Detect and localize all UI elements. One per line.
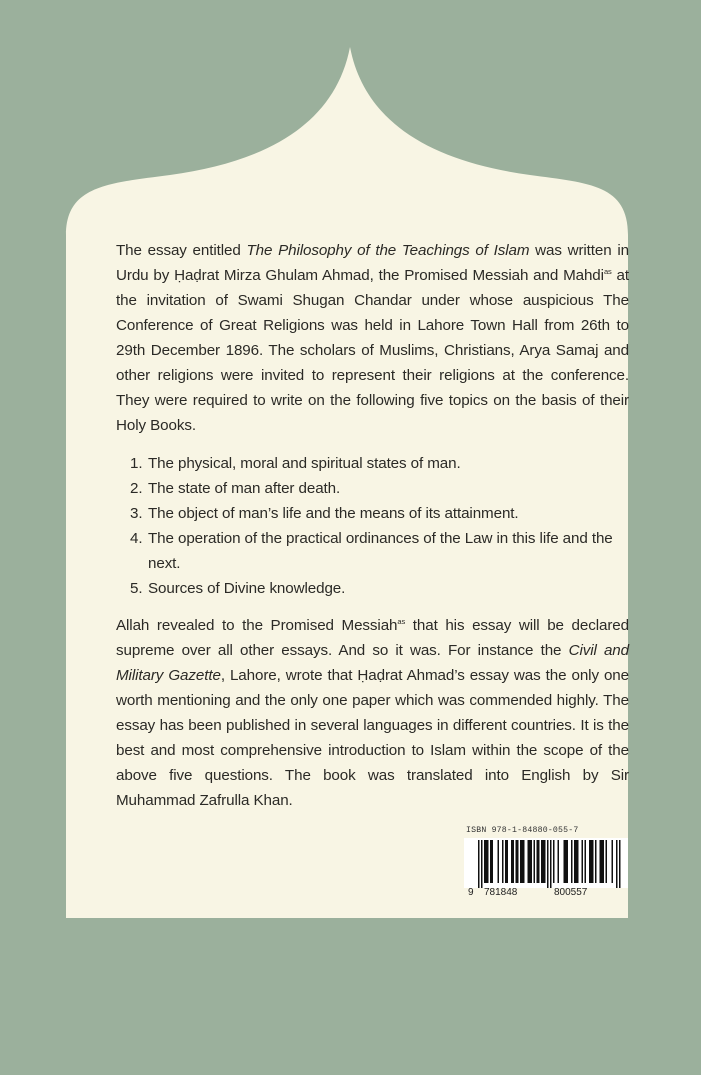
barcode-bar — [528, 840, 530, 883]
barcode-bar — [538, 840, 540, 883]
barcode-bar — [520, 840, 522, 883]
barcode-bar — [507, 840, 509, 883]
barcode-bar — [534, 840, 536, 883]
barcode-bar — [513, 840, 515, 883]
book-title: The Philosophy of the Teachings of Islam — [246, 242, 530, 259]
publication-title: Civil and Military Gazette — [116, 642, 630, 684]
blurb-text — [116, 238, 629, 813]
barcode-bar — [478, 840, 480, 888]
barcode-bar — [529, 840, 531, 883]
intro-text-start: The essay entitled — [116, 242, 247, 259]
list-item — [116, 476, 629, 501]
barcode-icon — [464, 838, 628, 888]
intro-text-rest: at the invitation of Swami Shugan Chandar under whose auspicious The Conference of Great Religions was held in Lahore Town Hall from 26th to 29th December 1896. The scholars of Muslims, Christians, Arya Samaj and other religions were invited to represent their religions at the conference. They were required to write on the following five topics on the basis of their Holy Books. — [116, 267, 629, 434]
barcode-bar — [492, 840, 494, 883]
list-item-text: Sources of Divine knowledge. — [148, 580, 346, 597]
list-item-number: 3. — [130, 505, 143, 522]
barcode-bar — [600, 840, 602, 883]
barcode-bar — [595, 840, 597, 883]
list-item — [116, 576, 629, 601]
closing-paragraph — [116, 613, 629, 813]
honorific-superscript: as — [603, 267, 612, 276]
barcode-bar — [582, 840, 584, 883]
list-item-number: 2. — [130, 480, 143, 497]
barcode-bar — [537, 840, 539, 883]
list-item-number: 4. — [130, 530, 143, 547]
barcode-bar — [606, 840, 608, 883]
list-item-number: 5. — [130, 580, 143, 597]
barcode-bar — [592, 840, 594, 883]
intro-text-author: was written in Urdu by Ḥaḍrat Mirza Ghulam Ahmad, the Promised Messiah and Mahdi — [116, 242, 629, 284]
intro-paragraph — [116, 238, 629, 438]
barcode-bar — [523, 840, 525, 883]
isbn-label: ISBN 978-1-84880-055-7 — [466, 826, 579, 835]
barcode-bar — [558, 840, 560, 883]
list-item-text: The state of man after death. — [148, 480, 341, 497]
list-item — [116, 501, 629, 526]
barcode-bar — [612, 840, 614, 883]
honorific-superscript: as — [397, 617, 406, 626]
barcode-bar — [591, 840, 593, 883]
barcode-bar — [574, 840, 576, 883]
barcode-digit-group: 9 — [468, 887, 474, 898]
barcode-bar — [550, 840, 552, 888]
closing-text-rest: , Lahore, wrote that Ḥaḍrat Ahmad’s essay was the only one worth mentioning and the only one paper which was commended highly. The essay has been published in several languages in different countries. It is the best and most comprehensive introduction to Islam within the scope of the above five questions. The book was translated into English by Sir Muhammad Zafrulla Khan. — [116, 667, 629, 809]
barcode-bar — [505, 840, 507, 883]
barcode-bar — [544, 840, 546, 883]
barcode-bar — [531, 840, 533, 883]
list-item-text: The object of man’s life and the means of its attainment. — [148, 505, 519, 522]
barcode-bar — [487, 840, 489, 883]
barcode-bar — [541, 840, 543, 883]
list-item-text: The physical, moral and spiritual states of man. — [148, 455, 461, 472]
barcode-bar — [616, 840, 618, 888]
barcode-bar — [585, 840, 587, 883]
barcode-bar — [601, 840, 603, 883]
barcode-bar — [490, 840, 492, 883]
barcode-bar — [481, 840, 483, 888]
barcode-bar — [522, 840, 524, 883]
barcode-bar — [517, 840, 519, 883]
closing-text-start: Allah revealed to the Promised Messiah — [116, 617, 398, 634]
barcode-digit-group: 800557 — [554, 887, 588, 898]
barcode-bar — [484, 840, 486, 883]
barcode-bar — [603, 840, 605, 883]
barcode-bar — [502, 840, 504, 883]
list-item — [116, 526, 629, 576]
isbn-barcode — [464, 826, 628, 900]
barcode-bar — [619, 840, 621, 888]
barcode-bar — [498, 840, 500, 883]
barcode-bar — [564, 840, 566, 883]
barcode-bar — [543, 840, 545, 883]
barcode-bar — [547, 840, 549, 888]
topics-list — [116, 451, 629, 601]
barcode-bar — [576, 840, 578, 883]
barcode-bar — [589, 840, 591, 883]
barcode-bar — [553, 840, 555, 883]
barcode-bar — [567, 840, 569, 883]
list-item-number: 1. — [130, 455, 143, 472]
barcode-bar — [486, 840, 488, 883]
barcode-digit-group: 781848 — [484, 887, 518, 898]
list-item-text: The operation of the practical ordinances of the Law in this life and the next. — [148, 530, 613, 572]
barcode-bar — [516, 840, 518, 883]
barcode-bar — [571, 840, 573, 883]
barcode-bar — [511, 840, 513, 883]
barcode-bar — [565, 840, 567, 883]
barcode-bar — [577, 840, 579, 883]
list-item — [116, 451, 629, 476]
closing-text-middle: that his essay will be declared supreme over all other essays. And so it was. For instance the — [116, 617, 629, 659]
